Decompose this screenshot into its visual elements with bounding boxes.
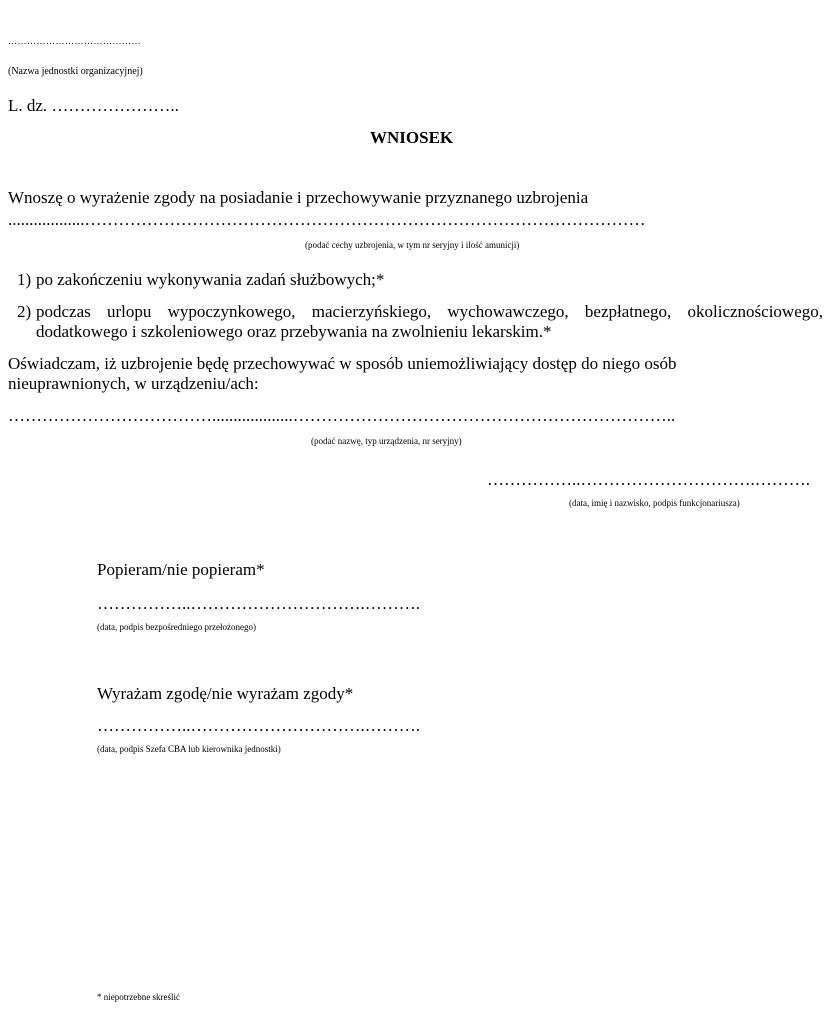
declaration-line1: Oświadczam, iż uzbrojenie będę przechowywać w sposób uniemożliwiający dostęp do niego osób (8, 354, 677, 373)
list-item-text-line2: dodatkowego i szkoleniowego oraz przebywania na zwolnieniu lekarskim.* (36, 322, 552, 341)
list-item-number: 1) (17, 270, 32, 289)
approval-signature-caption: (data, podpis Szefa CBA lub kierownika jednostki) (97, 744, 281, 754)
footnote: * niepotrzebne skreślić (97, 992, 180, 1002)
request-intro: Wnoszę o wyrażenie zgody na posiadanie i przechowywanie przyznanego uzbrojenia (8, 188, 589, 207)
superior-signature-caption: (data, podpis bezpośredniego przełożonego) (97, 622, 256, 632)
storage-device-field: ………………………………...................………………………………………………………….. (8, 406, 676, 425)
approval-signature-field: ……………..………………………….………. (97, 716, 420, 735)
org-name-field: …………………………………… (8, 36, 141, 46)
list-item-text: po zakończeniu wykonywania zadań służbowych;* (36, 270, 385, 289)
weapon-details-caption: (podać cechy uzbrojenia, w tym nr seryjny i ilość amunicji) (305, 240, 520, 250)
officer-signature-caption: (data, imię i nazwisko, podpis funkcjonariusza) (569, 498, 740, 508)
storage-device-caption: (podać nazwę, typ urządzenia, nr seryjny) (311, 436, 462, 446)
superior-signature-field: ……………..………………………….………. (97, 594, 420, 613)
weapon-details-field: ..................……………………………………………………………………………………… (8, 210, 646, 229)
list-item-text-block (36, 302, 823, 342)
org-name-caption: (Nazwa jednostki organizacyjnej) (8, 66, 143, 77)
approval-label: Wyrażam zgodę/nie wyrażam zgody* (97, 684, 354, 703)
superior-opinion-label: Popieram/nie popieram* (97, 560, 265, 579)
reference-number: L. dz. ………………….. (8, 96, 179, 115)
list-item (17, 302, 823, 344)
declaration-line2: nieuprawnionych, w urządzeniu/ach: (8, 374, 259, 393)
officer-signature-field: ……………..………………………….………. (487, 470, 810, 489)
document-title: WNIOSEK (370, 128, 454, 147)
list-item-number: 2) (17, 302, 32, 321)
list-item-text-line1: podczas urlopu wypoczynkowego, macierzyńskiego, wychowawczego, bezpłatnego, okolicznościowego, (36, 302, 823, 321)
